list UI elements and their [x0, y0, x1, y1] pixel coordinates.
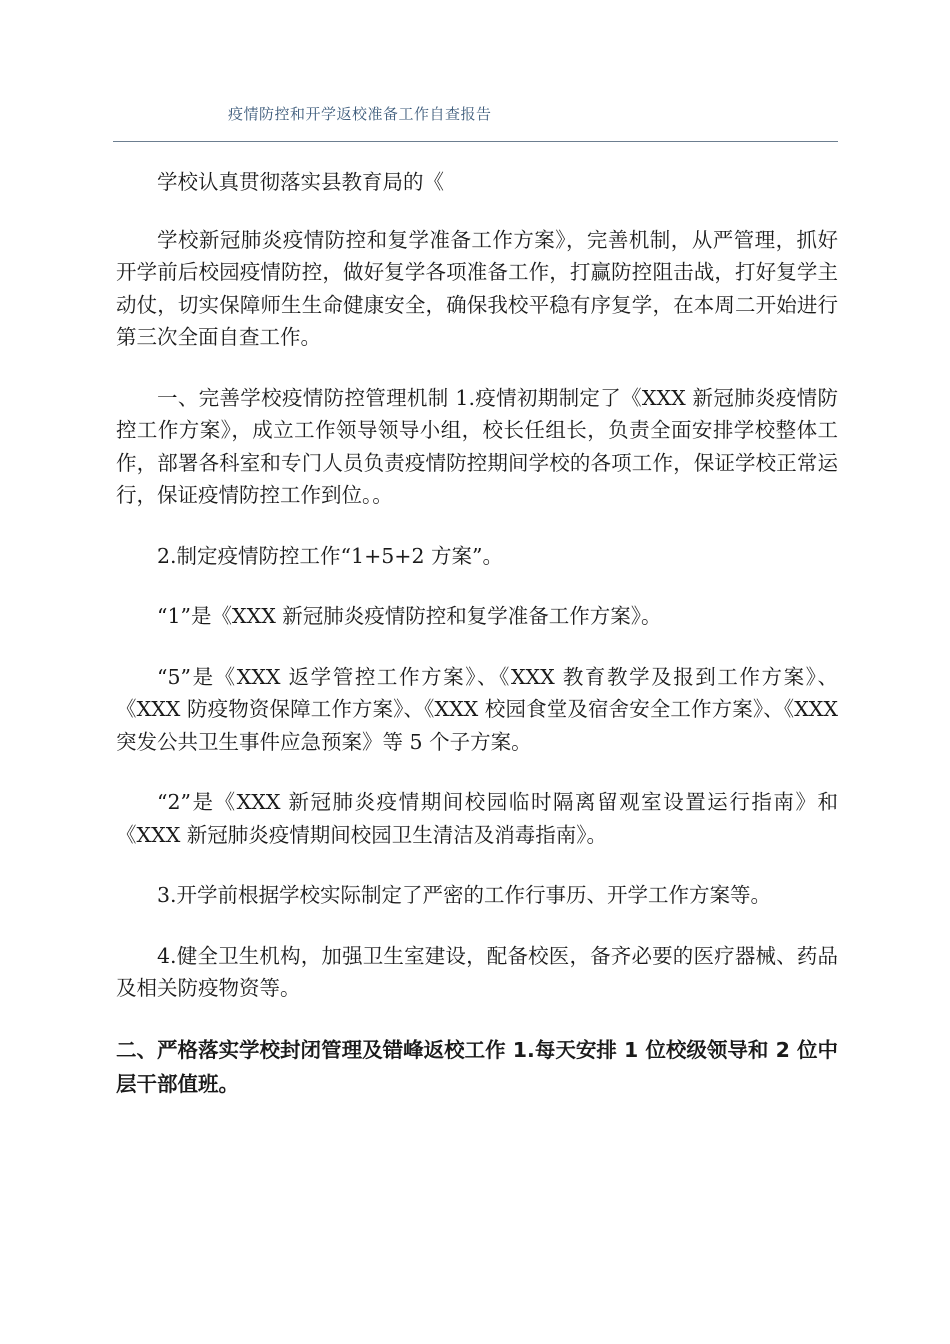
- paragraph: 一、完善学校疫情防控管理机制 1.疫情初期制定了《XXX 新冠肺炎疫情防控工作方案》，成立工作领导领导小组，校长任组长，负责全面安排学校整体工作，部署各科室和专门人员负责疫情防控期间学校的各项工作，保证学校正常运行，保证疫情防控工作到位。。: [116, 385, 838, 507]
- paragraph: 2.制定疫情防控工作“1+5+2 方案”。: [157, 543, 504, 568]
- paragraph: 学校认真贯彻落实县教育局的《: [157, 170, 444, 194]
- paragraph: 4.健全卫生机构，加强卫生室建设，配备校医，备齐必要的医疗器械、药品及相关防疫物资等。: [116, 943, 838, 1000]
- paragraph: “5”是《XXX 返学管控工作方案》、《XXX 教育教学及报到工作方案》、《XXX 防疫物资保障工作方案》、《XXX 校园食堂及宿舍安全工作方案》、《XXX 突发公共卫生事件应急预案》等 5 个子方案。: [116, 664, 838, 754]
- paragraph: 3.开学前根据学校实际制定了严密的工作行事历、开学工作方案等。: [157, 883, 772, 907]
- paragraph: 学校新冠肺炎疫情防控和复学准备工作方案》，完善机制，从严管理，抓好开学前后校园疫情防控，做好复学各项准备工作，打赢防控阻击战，打好复学主动仗，切实保障师生生命健康安全，确保我校平稳有序复学，在本周二开始进行第三次全面自查工作。: [116, 227, 838, 349]
- paragraph: “1”是《XXX 新冠肺炎疫情防控和复学准备工作方案》。: [157, 604, 662, 628]
- header-divider: [113, 141, 838, 142]
- document-body: [116, 166, 838, 1101]
- paragraph: “2”是《XXX 新冠肺炎疫情期间校园临时隔离留观室设置运行指南》和《XXX 新冠肺炎疫情期间校园卫生清洁及消毒指南》。: [116, 790, 838, 847]
- page-header-title: 疫情防控和开学返校准备工作自查报告: [228, 105, 492, 123]
- section-heading: 二、严格落实学校封闭管理及错峰返校工作 1.每天安排 1 位校级领导和 2 位中层干部值班。: [116, 1037, 838, 1096]
